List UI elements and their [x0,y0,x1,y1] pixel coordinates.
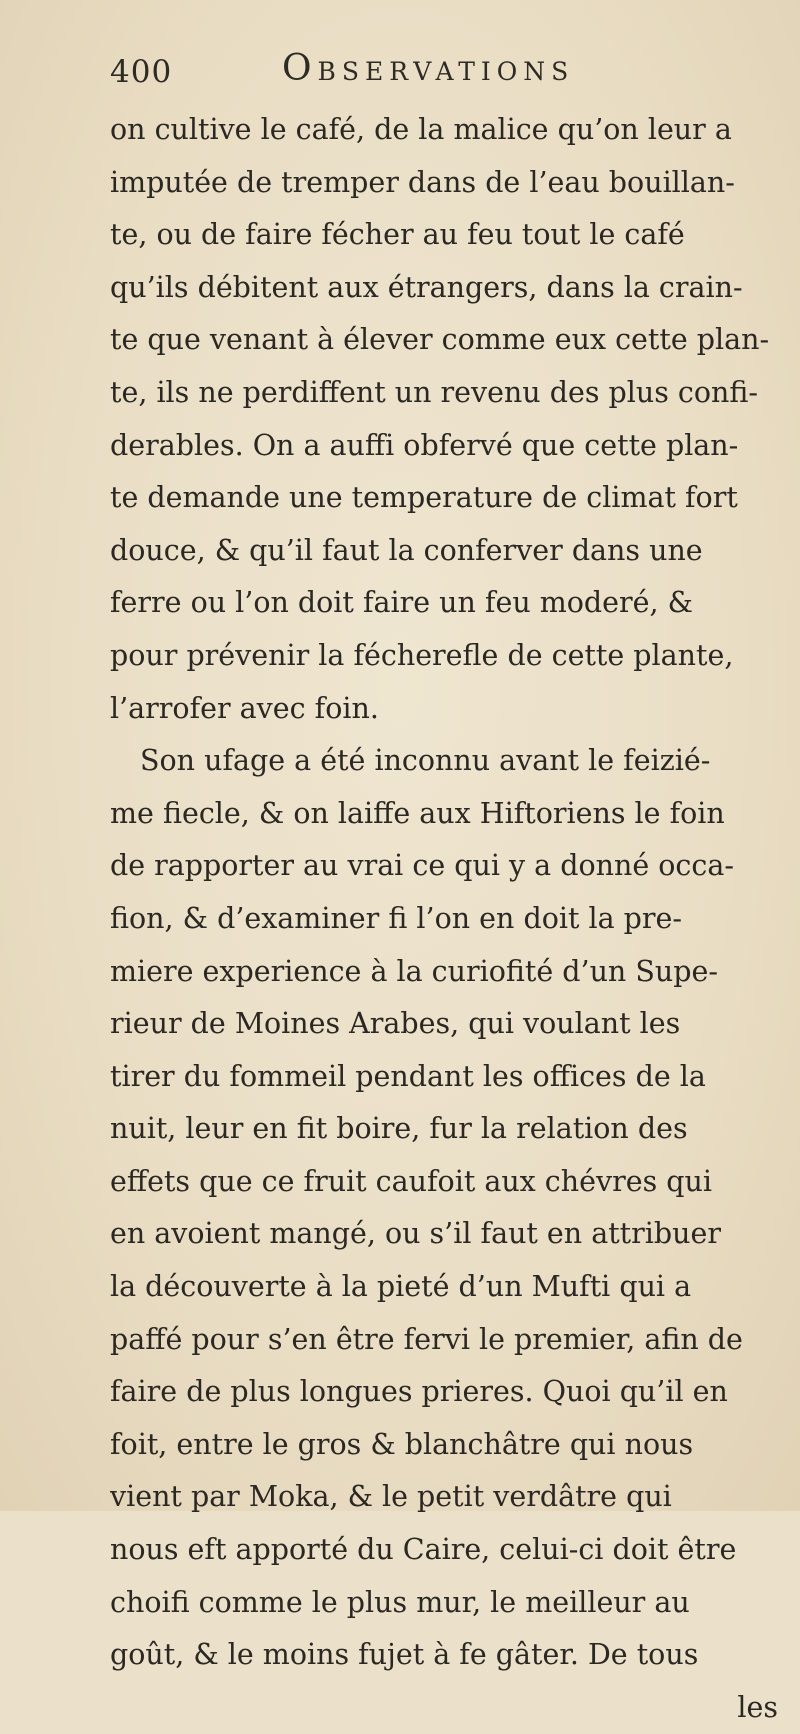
text-line: effets que ce fruit caufoit aux chévres qui [110,1164,712,1198]
page-header [110,44,670,100]
text-line: faire de plus longues prieres. Quoi qu’il en [110,1375,728,1409]
text-line: qu’ils débitent aux étrangers, dans la crain- [110,270,743,304]
catchword: les [737,1690,778,1724]
text-line: nous eft apporté du Caire, celui-ci doit être [110,1533,737,1567]
text-line: miere experience à la curiofité d’un Supe- [110,954,718,988]
text-line: la découverte à la pieté d’un Mufti qui a [110,1270,692,1304]
text-line: on cultive le café, de la malice qu’on leur a [110,113,732,146]
text-line: douce, & qu’il faut la conferver dans une [110,533,703,567]
body-text [110,104,790,1734]
text-line: te demande une temperature de climat fort [110,481,738,515]
text-line: me fiecle, & on laiffe aux Hiftoriens le foin [110,796,725,830]
text-line: l’arrofer avec foin. [110,691,379,725]
text-line: foit, entre le gros & blanchâtre qui nous [110,1427,694,1461]
text-line: te, ou de faire fécher au feu tout le café [110,218,685,252]
text-line: en avoient mangé, ou s’il faut en attribuer [110,1217,721,1251]
text-line: pour prévenir la fécherefle de cette plante, [110,638,734,672]
text-line: paffé pour s’en être fervi le premier, afin de [110,1322,743,1356]
page-number: 400 [110,54,173,90]
text-line: te, ils ne perdiffent un revenu des plus confi- [110,375,759,409]
text-line: derables. On a auffi obfervé que cette plan- [110,428,739,462]
text-line: te que venant à élever comme eux cette plan- [110,323,770,357]
text-line: choifi comme le plus mur, le meilleur au [110,1585,690,1619]
text-line: rieur de Moines Arabes, qui voulant les [110,1007,681,1041]
text-line: Son ufage a été inconnu avant le feizié- [140,744,711,778]
text-line: vient par Moka, & le petit verdâtre qui [110,1480,672,1514]
text-line: tirer du fommeil pendant les offices de la [110,1059,706,1093]
text-line: imputée de tremper dans de l’eau bouillan- [110,165,735,199]
text-line: fion, & d’examiner fi l’on en doit la pre- [110,901,683,935]
text-line: de rapporter au vrai ce qui y a donné occa- [110,849,734,883]
text-line: goût, & le moins fujet à fe gâter. De tous [110,1638,699,1672]
text-line: nuit, leur en fit boire, fur la relation des [110,1112,688,1146]
running-head: Observations [282,48,575,89]
text-line: ferre ou l’on doit faire un feu moderé, & [110,586,694,620]
